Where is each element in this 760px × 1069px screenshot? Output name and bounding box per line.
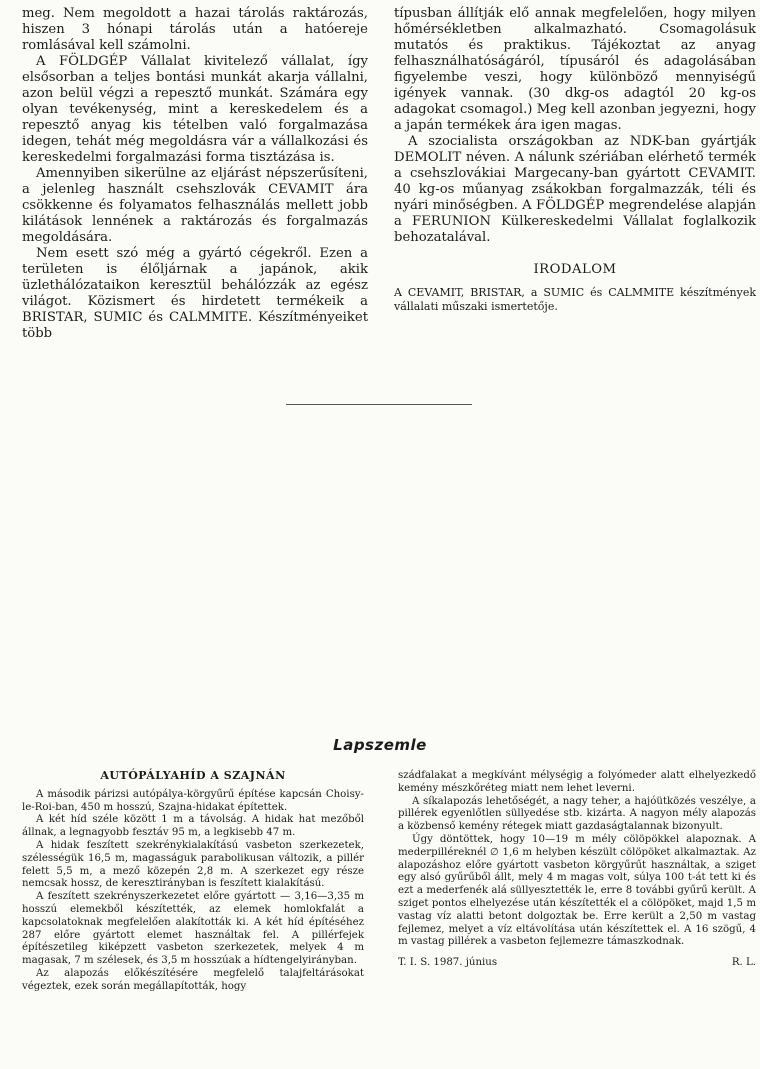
paragraph: A második párizsi autópálya-körgyűrű építése kapcsán Choisy-le-Roi-ban, 450 m hosszú, Szajna-hidakat építettek. bbox=[22, 788, 364, 813]
paragraph: A szocialista országokban az NDK-ban gyártják DEMOLIT néven. A nálunk szériában elérhető termék a csehszlovákiai Margecany-ban gyártott CEVAMIT. 40 kg-os műanyag zsákokban forgalmazzák, téli és nyári minőségben. A FÖLDGÉP megrendelése alapján a FERUNION Külkereskedelmi Vállalat foglalkozik behozatalával. bbox=[394, 134, 756, 245]
paragraph: Az alapozás előkészítésére megfelelő talajfeltárásokat végeztek, ezek során megállapították, hogy bbox=[22, 967, 364, 992]
source-citation: T. I. S. 1987. június bbox=[398, 957, 498, 969]
paragraph: Úgy döntöttek, hogy 10—19 m mély cölöpökkel alapoznak. A mederpilléreknél ∅ 1,6 m helyben készült cölöpöket alkalmaztak. Az alapozáshoz előre gyártott vasbeton körgyűrűt használtak, a sziget egy alsó gyűrűből állt, mely 4 m magas volt, súlya 100 t-át tett ki és ezt a mederfenék alá süllyesztették le, erre 8 további gyűrű került. A sziget pontos elhelyezése után készítették el a cölöpöket, majd 1,5 m vastag víz alatti betont dolgoztak be. Erre került a 2,50 m vastag fejlemez, melyet a víz eltávolítása után készítettek el. A 16 szögű, 4 m vastag pillérek a vasbeton fejlemezre támaszkodnak. bbox=[398, 833, 756, 948]
article-right-column bbox=[398, 770, 756, 970]
section-title: Lapszemle bbox=[333, 736, 427, 754]
paragraph: típusban állítják elő annak megfelelően, hogy milyen hőmérsékletben alkalmazható. Csomagolásuk mutatós és praktikus. Tájékoztat az anyag felhasználhatóságáról, típusáról és adagolásában figyelembe veszi, hogy különböző mennyiségű igények vannak. (30 dkg-os adagtól 20 kg-os adagokat csomagol.) Meg kell azonban jegyezni, hogy a japán termékek ára igen magas. bbox=[394, 6, 756, 133]
article-title: AUTÓPÁLYAHÍD A SZAJNÁN bbox=[100, 769, 286, 782]
section-divider bbox=[286, 404, 472, 405]
author-signature: R. L. bbox=[731, 957, 756, 969]
paragraph: Nem esett szó még a gyártó cégekről. Ezen a területen is élőljárnak a japánok, akik üzlethálózataikon keresztül behálózzák az egész világot. Közismert és hirdetett termékeik a BRISTAR, SUMIC és CALMMITE. Készítményeiket több bbox=[22, 246, 368, 341]
references-text: A CEVAMIT, BRISTAR, a SUMIC és CALMMITE készítmények vállalati műszaki ismertetője. bbox=[394, 286, 756, 313]
references-heading: IRODALOM bbox=[533, 262, 617, 277]
paragraph: meg. Nem megoldott a hazai tárolás raktározás, hiszen 3 hónapi tárolás után a hatóereje romlásával kell számolni. bbox=[22, 6, 368, 53]
paragraph: A síkalapozás lehetőségét, a nagy teher, a hajóütközés veszélye, a pillérek egyenlőtlen süllyedése stb. kizárta. A nagyon mély alapozás a közbenső kemény rétegek miatt gazdaságtalannak bizonyult. bbox=[398, 795, 756, 833]
top-right-column bbox=[394, 6, 756, 314]
paragraph: Amennyiben sikerülne az eljárást népszerűsíteni, a jelenleg használt csehszlovák CEVAMIT ára csökkenne és folyamatos felhasználás mellett jobb kilátások lennének a raktározás és forgalmazás megoldására. bbox=[22, 166, 368, 245]
paragraph: A két híd széle között 1 m a távolság. A hidak hat mezőből állnak, a legnagyobb fesztáv 95 m, a legkisebb 47 m. bbox=[22, 814, 364, 839]
article-left-column bbox=[22, 770, 364, 994]
paragraph: A hidak feszített szekrénykialakítású vasbeton szerkezetek, szélességük 16,5 m, magasságuk parabolikusan változik, a pillér felett 5,5 m, a mező közepén 2,8 m. A szerkezet egy része nemcsak hossz, de keresztirányban is feszített kialakítású. bbox=[22, 839, 364, 890]
paragraph: szádfalakat a megkívánt mélységig a folyómeder alatt elhelyezkedő kemény mészkőréteg miatt nem lehet leverni. bbox=[398, 770, 756, 794]
top-left-column bbox=[22, 6, 368, 342]
article-footer bbox=[398, 957, 756, 970]
paragraph: A FÖLDGÉP Vállalat kivitelező vállalat, így elsősorban a teljes bontási munkát akarja vállalni, azon belül végzi a repesztő munkát. Számára egy olyan tevékenység, mint a kereskedelem és a repesztő anyag kis tételben való forgalmazása idegen, tehát még megoldásra vár a vállalkozási és kereskedelmi forgalmazási forma tisztázása is. bbox=[22, 54, 368, 165]
paragraph: A feszített szekrényszerkezetet előre gyártott — 3,16—3,35 m hosszú elemekből készítették, az elemek homlokfalát a kapcsolatoknak megfelelően alakították ki. A két híd építéséhez 287 előre gyártott elemet használtak fel. A pillérfejek építészetileg kiképzett vasbeton szerkezetek, melyek 4 m magasak, 7 m szélesek, és 3,5 m hosszúak a hídtengelyirányban. bbox=[22, 891, 364, 967]
